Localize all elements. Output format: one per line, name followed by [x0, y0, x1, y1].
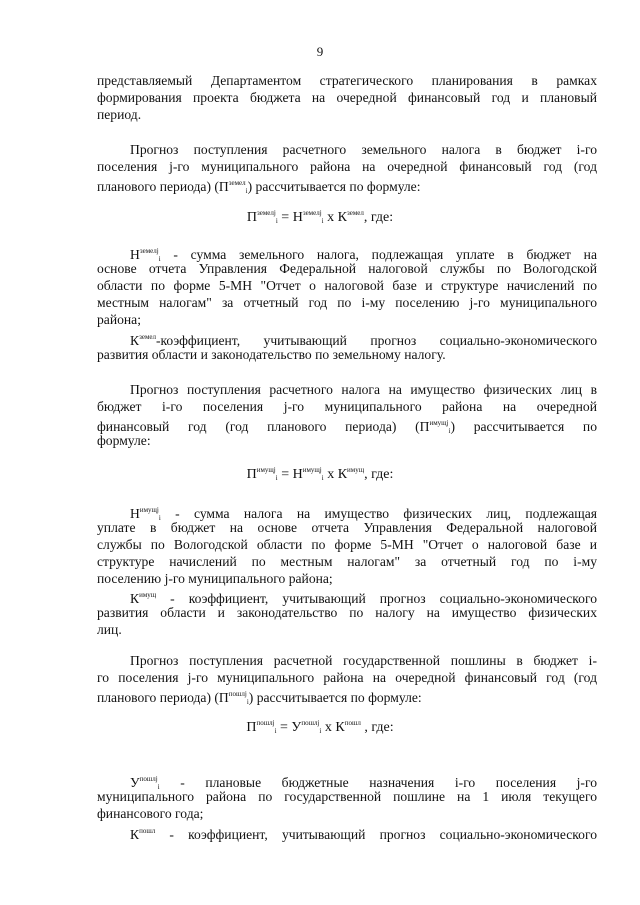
text-line: Прогноз поступления расчетной государственной пошлины в бюджет i-	[130, 653, 597, 668]
text-line: $Н^{имущj}_i$ - сумма налога на имущество физических лиц, подлежащая	[130, 506, 597, 522]
text-line: структуре начислений по местным налогам" за отчетный год по i-му	[97, 554, 597, 569]
text-line: формирования проекта бюджета на очередной финансовый год и плановый	[97, 90, 597, 105]
definition-state-duty-sum	[97, 771, 597, 822]
text-line: $К^{имущ}$ - коэффициент, учитывающий прогноз социально-экономического	[130, 591, 597, 606]
formula-land-tax: $П^{земелj}_i = Н^{земелj}_i$ х $К^{земел}$, где:	[246, 209, 394, 225]
text-line: уплате в бюджет на основе отчета Управления Федеральной налоговой	[97, 520, 597, 535]
text-line: $Н^{земелj}_i$ - сумма земельного налога, подлежащая уплате в бюджет на	[130, 247, 597, 263]
definition-property-coefficient	[97, 587, 597, 638]
text-line: Прогноз поступления расчетного налога на имущество физических лиц в	[130, 382, 597, 397]
text-line: $К^{земел}$-коэффициент, учитывающий прогноз социально-экономического	[130, 333, 597, 348]
text-line: области по форме 5-МН "Отчет о налоговой базе и структуре начислений по	[97, 278, 597, 293]
formula-state-duty: $П^{пошлj}_i = У^{пошлj}_i$ х $К^{пошл}$ , где:	[246, 719, 394, 735]
text-line: службы по Вологодской области по форме 5-МН "Отчет о налоговой базе и	[97, 537, 597, 552]
definition-land-coefficient	[97, 329, 597, 363]
definition-land-tax-sum	[97, 243, 597, 328]
page-number: 9	[316, 44, 324, 59]
text-line: поселения j-го муниципального района на очередной финансовый год (год	[97, 159, 597, 174]
text-line: Прогноз поступления расчетного земельного налога в бюджет i-го	[130, 142, 597, 157]
text-line: представляемый Департаментом стратегического планирования в рамках	[97, 73, 597, 88]
definition-property-tax-sum	[97, 502, 597, 587]
paragraph-intro	[97, 72, 597, 123]
text-line: бюджет i-го поселения j-го муниципального района на очередной	[97, 399, 597, 414]
text-line: муниципального района по государственной пошлине на 1 июля текущего	[97, 789, 597, 804]
text-line: основе отчета Управления Федеральной налоговой службы по Вологодской	[97, 261, 597, 276]
paragraph-property-tax	[97, 381, 597, 449]
text-line: финансового года;	[97, 806, 204, 821]
definition-state-duty-coefficient	[97, 823, 597, 840]
text-line: лиц.	[97, 622, 122, 637]
text-line: планового периода) $(П^{пошлj}_i)$ рассчитывается по формуле:	[97, 690, 422, 706]
text-line: развития области и законодательство по налогу на имущество физических	[97, 605, 597, 620]
text-line: планового периода) $(П^{земел}_i)$ рассчитывается по формуле:	[97, 179, 421, 195]
text-line: формуле:	[97, 433, 151, 448]
text-line: поселению j-го муниципального района;	[97, 571, 333, 586]
text-line: $К^{пошл}$ - коэффициент, учитывающий прогноз социально-экономического	[130, 827, 597, 842]
formula-property-tax: $П^{имущj}_i = Н^{имущj}_i$ х $К^{имущ}$, где:	[246, 466, 394, 482]
text-line: развития области и законодательство по земельному налогу.	[97, 347, 446, 362]
text-line: финансовый год (год планового периода) $(П^{имущj}_i)$ рассчитывается по	[97, 419, 597, 435]
text-line: местным налогам" за отчетный год по i-му поселению j-го муниципального	[97, 295, 597, 310]
text-line: района;	[97, 312, 141, 327]
paragraph-land-tax	[97, 141, 597, 195]
text-line: $У^{пошлj}_i$ - плановые бюджетные назначения i-го поселения j-го	[130, 775, 597, 791]
paragraph-state-duty	[97, 652, 597, 706]
text-line: период.	[97, 107, 142, 122]
text-line: го поселения j-го муниципального района на очередной финансовый год (год	[97, 670, 597, 685]
